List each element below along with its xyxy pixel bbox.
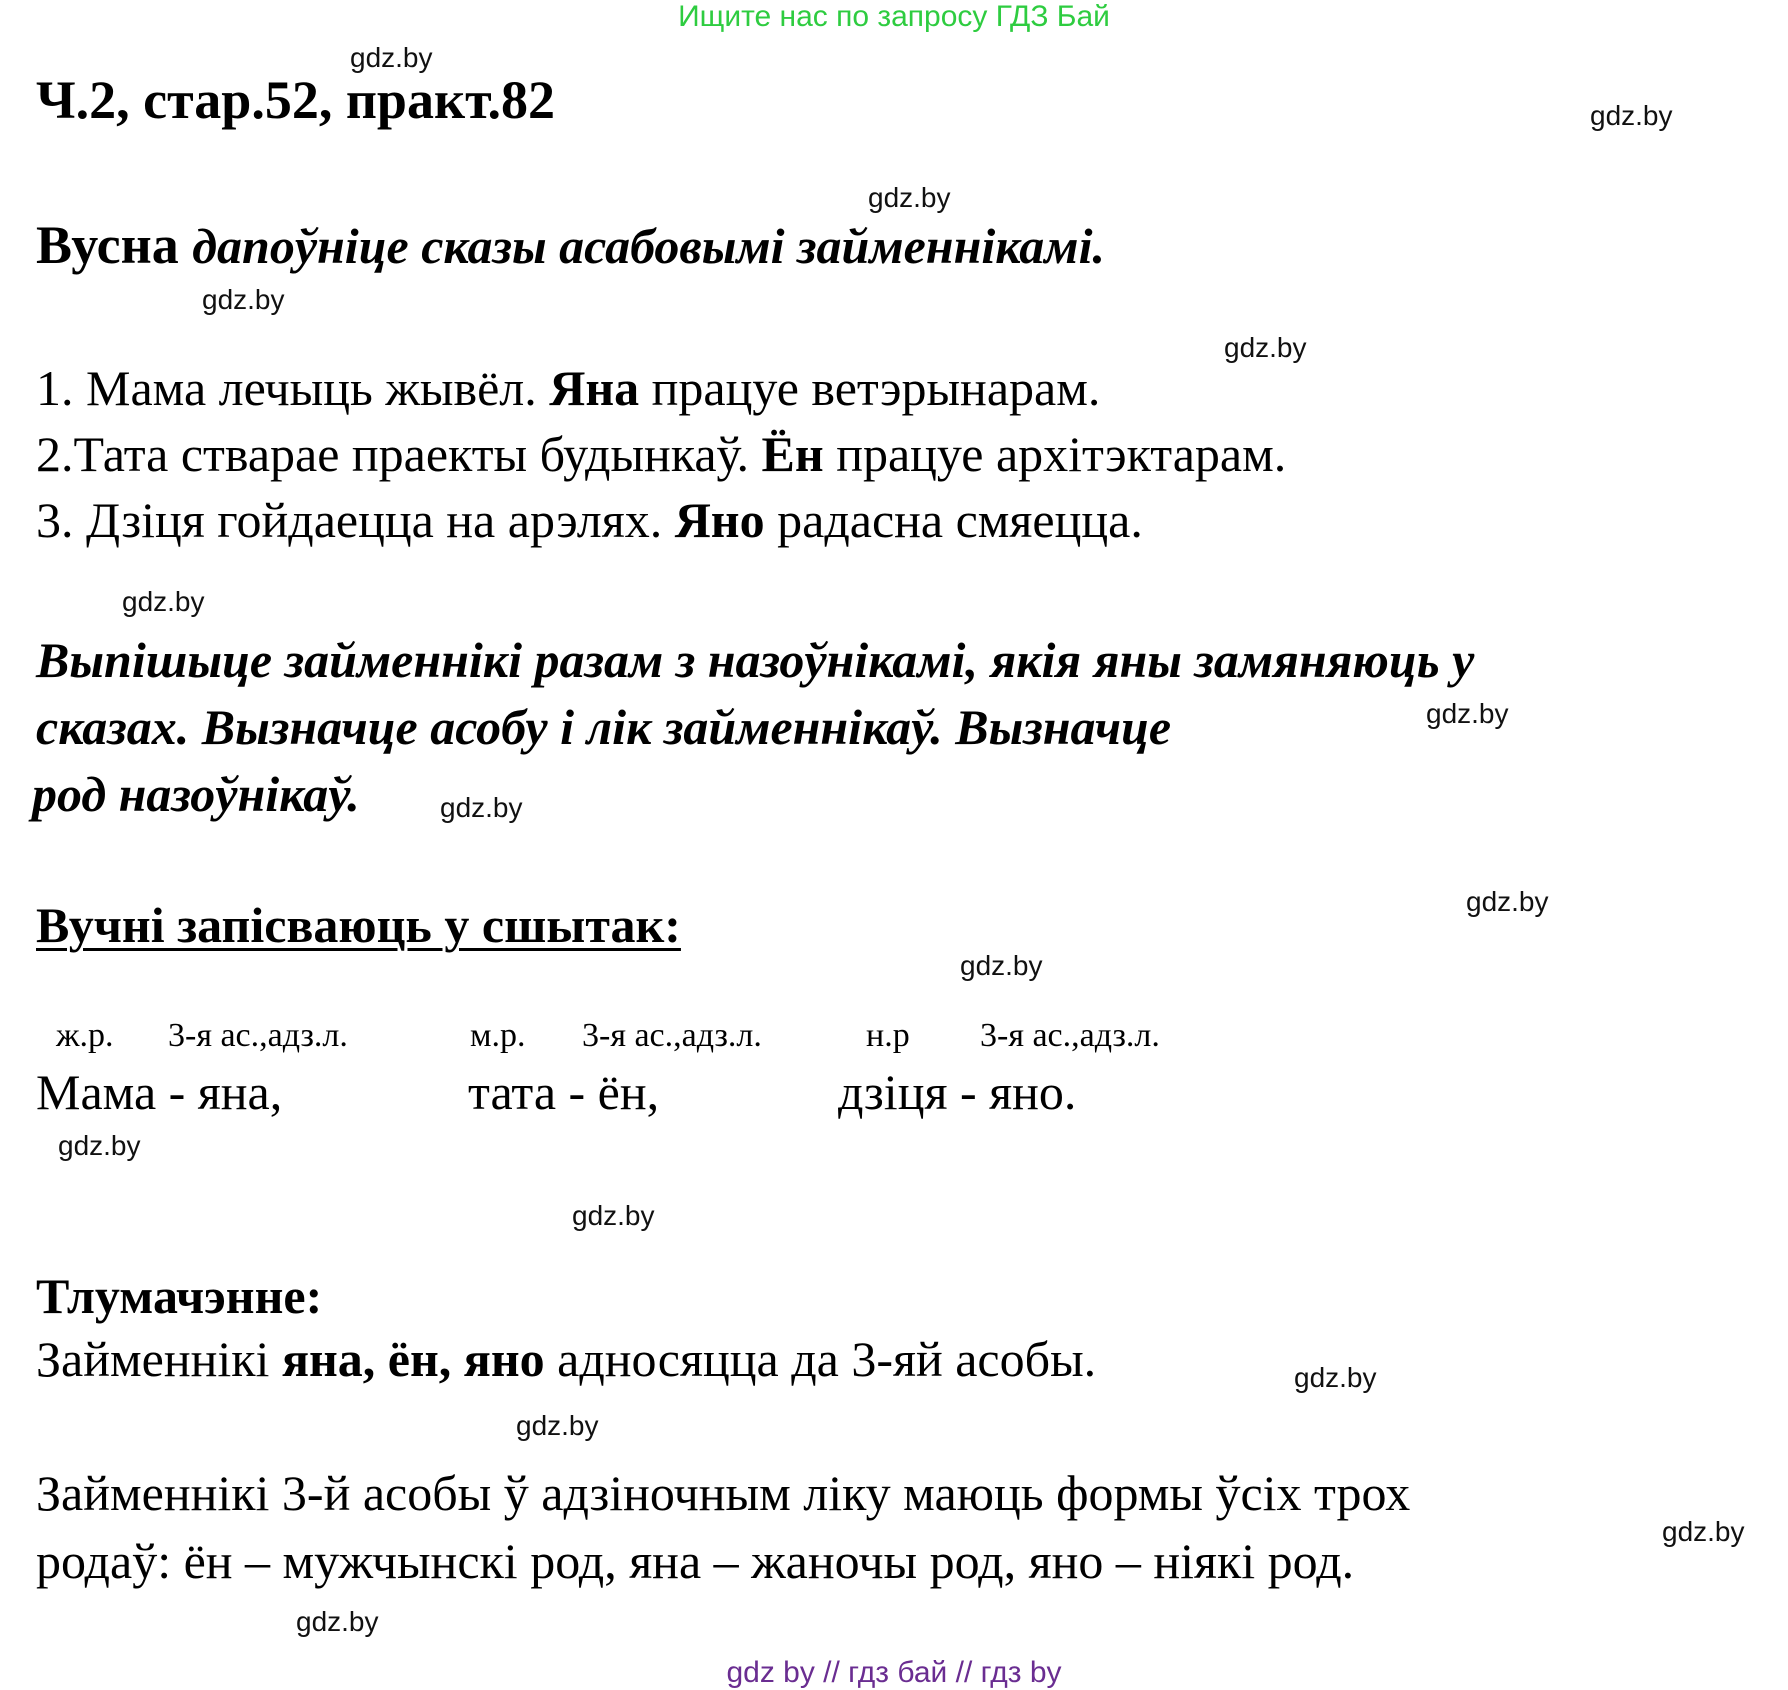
sentence-3	[36, 490, 1143, 550]
sentence-2	[36, 424, 1286, 484]
explanation-heading: Тлумачэнне:	[36, 1268, 323, 1324]
answer-2-gender: м.р.	[470, 1017, 526, 1054]
answer-1-gender: ж.р.	[56, 1017, 114, 1054]
answer-3-person: 3-я ас.,адз.л.	[980, 1017, 1160, 1054]
watermark: gdz.by	[296, 1606, 379, 1637]
task-oral-lead: Вусна	[36, 215, 179, 275]
instruction-line-3: род назоўнікаў.	[32, 766, 360, 822]
sentence-1-tail: працуе ветэрынарам.	[639, 360, 1101, 416]
instruction-line-1: Выпішыце займеннікі разам з назоўнікамі, якія яны замяняюць у	[36, 632, 1475, 688]
explanation-paragraph-2-line-1: Займеннікі 3-й асобы ў адзіночным ліку маюць формы ўсіх трох	[36, 1465, 1411, 1521]
watermark: gdz.by	[516, 1410, 599, 1441]
sentence-3-pronoun: Яно	[674, 492, 765, 548]
answer-2-person: 3-я ас.,адз.л.	[582, 1017, 762, 1054]
page-title: Ч.2, стар.52, практ.82	[36, 70, 556, 130]
answer-1-person: 3-я ас.,адз.л.	[168, 1017, 348, 1054]
sentence-3-text: 3. Дзіця гойдаецца на арэлях.	[36, 492, 675, 548]
watermark: gdz.by	[1466, 886, 1549, 917]
notebook-heading: Вучні запісваюць у сшытак:	[36, 897, 681, 953]
explanation-paragraph-2-line-2: родаў: ён – мужчынскі род, яна – жаночы род, яно – ніякі род.	[36, 1533, 1355, 1589]
watermark: gdz.by	[440, 792, 523, 823]
watermark: gdz.by	[1590, 100, 1673, 131]
watermark: gdz.by	[868, 182, 951, 213]
watermark: gdz.by	[202, 284, 285, 315]
explanation-p1-pronouns: яна, ён, яно	[281, 1331, 545, 1387]
watermark: gdz.by	[122, 586, 205, 617]
watermark: gdz.by	[350, 42, 433, 73]
sentence-1	[36, 358, 1100, 418]
task-oral-heading	[36, 214, 1105, 277]
task-oral-text: дапоўніце сказы асабовымі займеннікамі.	[192, 218, 1105, 274]
sentence-3-tail: радасна смяецца.	[764, 492, 1143, 548]
sentence-1-text: 1. Мама лечыць жывёл.	[36, 360, 550, 416]
watermark: gdz.by	[960, 950, 1043, 981]
answer-3-gender: н.р	[866, 1017, 910, 1054]
watermark: gdz.by	[1224, 332, 1307, 363]
watermark: gdz.by	[1294, 1362, 1377, 1393]
watermark: gdz.by	[1426, 698, 1509, 729]
watermark: gdz.by	[1662, 1516, 1745, 1547]
explanation-paragraph-1	[36, 1326, 1096, 1392]
answer-1: Мама - яна,	[36, 1064, 283, 1120]
watermark: gdz.by	[58, 1130, 141, 1161]
sentence-2-tail: працуе архітэктарам.	[823, 426, 1287, 482]
sentence-2-pronoun: Ён	[761, 426, 824, 482]
answer-3: дзіця - яно.	[838, 1064, 1077, 1120]
sentence-2-text: 2.Тата стварае праекты будынкаў.	[36, 426, 762, 482]
watermark: gdz.by	[572, 1200, 655, 1231]
instruction-line-2: сказах. Вызначце асобу і лік займеннікаў. Вызначце	[36, 699, 1172, 755]
explanation-p1-tail: адносяцца да 3-яй асобы.	[544, 1331, 1097, 1387]
footer-links: gdz by // гдз бай // гдз by	[726, 1656, 1062, 1689]
sentence-1-pronoun: Яна	[549, 360, 640, 416]
top-banner: Ищите нас по запросу ГДЗ Бай	[678, 0, 1110, 33]
answer-2: тата - ён,	[468, 1064, 660, 1120]
explanation-p1-text: Займеннікі	[36, 1331, 282, 1387]
